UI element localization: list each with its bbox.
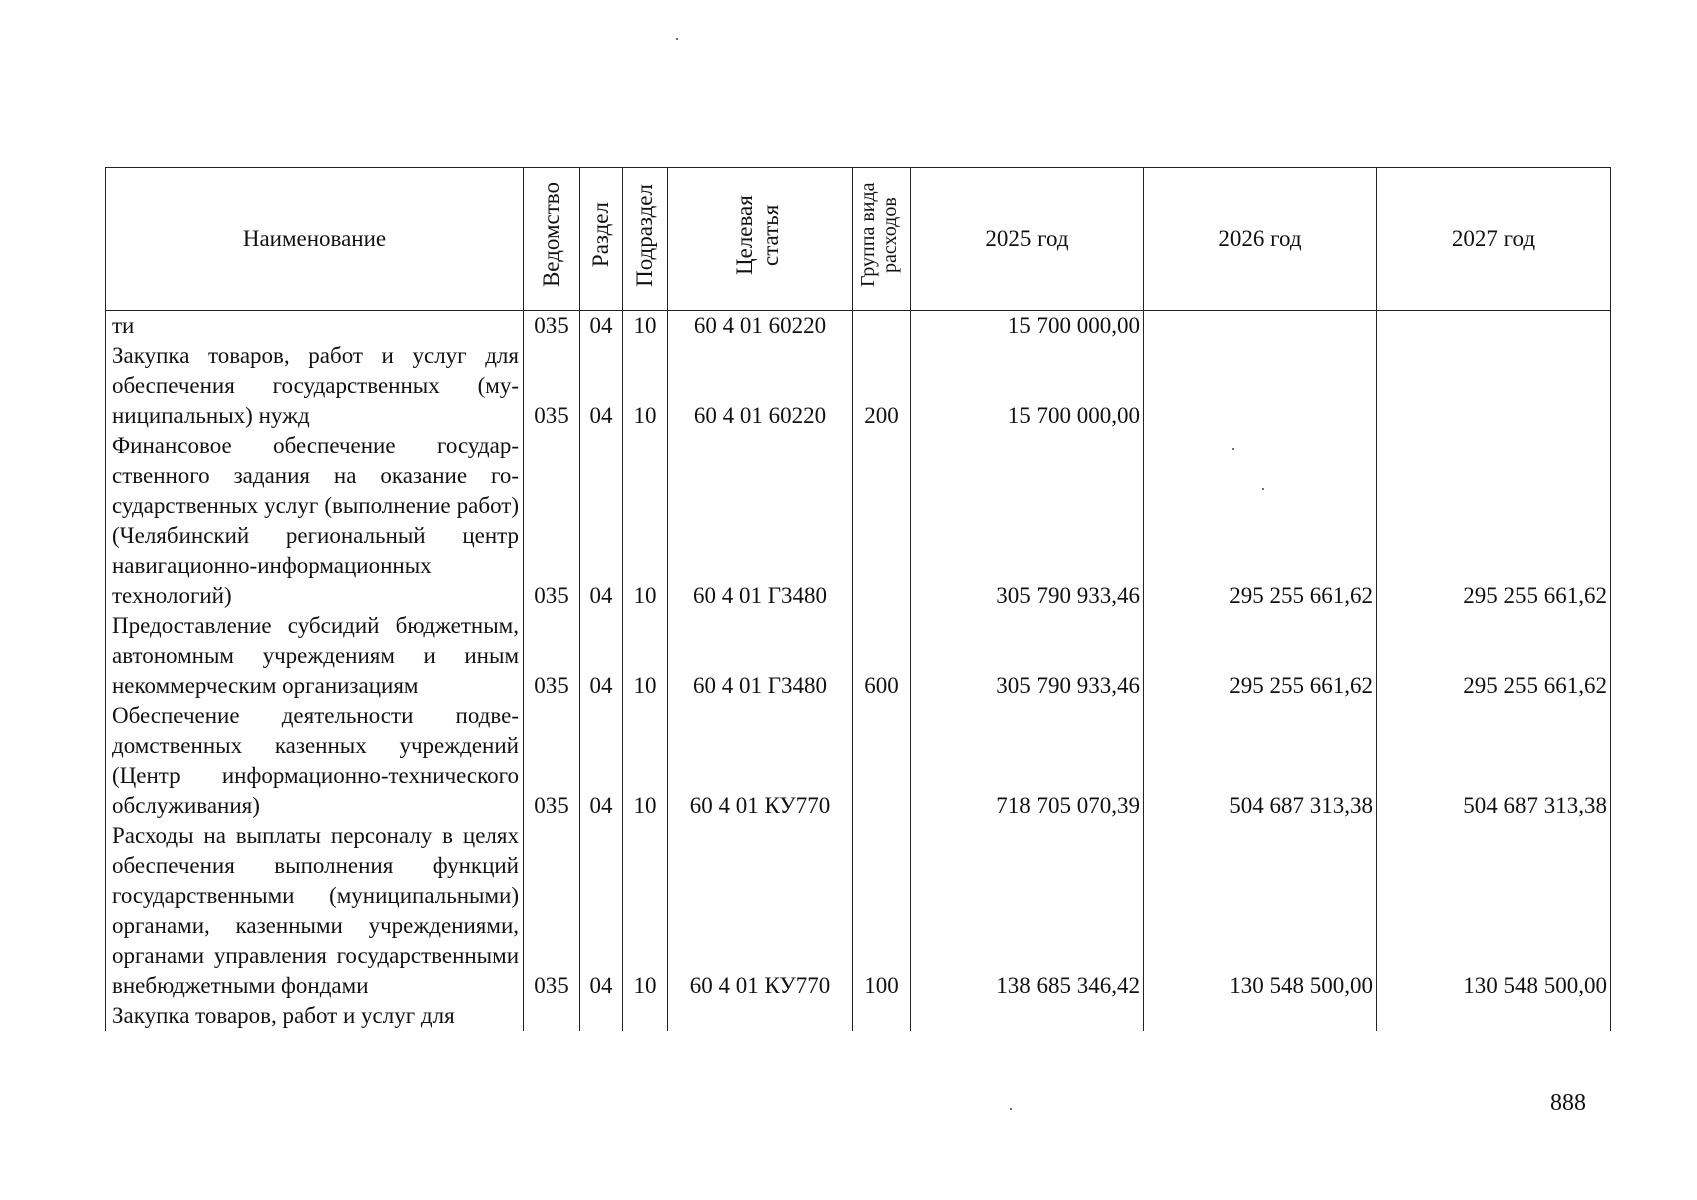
row-section: 04 xyxy=(580,431,623,611)
row-2026 xyxy=(1144,311,1377,342)
row-expense-group xyxy=(853,311,911,342)
header-target-article: Целевая статья xyxy=(668,168,853,311)
row-target-article: 60 4 01 Г3480 xyxy=(668,431,853,611)
scan-speck xyxy=(1262,488,1264,490)
row-section: 04 xyxy=(580,821,623,1001)
row-section: 04 xyxy=(580,611,623,701)
row-2026: 295 255 661,62 xyxy=(1144,611,1377,701)
row-2025 xyxy=(911,1001,1144,1031)
header-department: Ведомство xyxy=(524,168,580,311)
row-name: Предоставление субсидий бюджетным, автономным учреждениям и иным некоммерческим организациям xyxy=(106,611,524,701)
table-row xyxy=(106,431,1611,611)
row-section: 04 xyxy=(580,341,623,431)
row-name: ти xyxy=(106,311,524,342)
header-2026: 2026 год xyxy=(1144,168,1377,311)
row-2027 xyxy=(1377,1001,1611,1031)
row-2026 xyxy=(1144,1001,1377,1031)
header-name: Наименование xyxy=(106,168,524,311)
row-2025: 718 705 070,39 xyxy=(911,701,1144,821)
row-2026: 130 548 500,00 xyxy=(1144,821,1377,1001)
row-expense-group: 100 xyxy=(853,821,911,1001)
header-subsection: Подраздел xyxy=(623,168,668,311)
row-2026 xyxy=(1144,341,1377,431)
row-section xyxy=(580,1001,623,1031)
row-department: 035 xyxy=(524,611,580,701)
row-2026: 295 255 661,62 xyxy=(1144,431,1377,611)
row-expense-group: 200 xyxy=(853,341,911,431)
scan-speck xyxy=(676,38,678,40)
row-2027: 504 687 313,38 xyxy=(1377,701,1611,821)
row-2025: 305 790 933,46 xyxy=(911,431,1144,611)
row-target-article: 60 4 01 60220 xyxy=(668,341,853,431)
row-name: Закупка товаров, работ и услуг для xyxy=(106,1001,524,1031)
table-row xyxy=(106,821,1611,1001)
header-2025: 2025 год xyxy=(911,168,1144,311)
row-name: Закупка товаров, работ и услуг для обеспечения государственных (муниципальных) нужд xyxy=(106,341,524,431)
row-subsection xyxy=(623,1001,668,1031)
row-2025: 15 700 000,00 xyxy=(911,341,1144,431)
row-target-article: 60 4 01 Г3480 xyxy=(668,611,853,701)
row-subsection: 10 xyxy=(623,701,668,821)
row-target-article: 60 4 01 КУ770 xyxy=(668,821,853,1001)
page-number: 888 xyxy=(1550,1090,1586,1116)
row-2025: 305 790 933,46 xyxy=(911,611,1144,701)
table-row xyxy=(106,311,1611,342)
row-section: 04 xyxy=(580,701,623,821)
row-expense-group xyxy=(853,431,911,611)
row-department: 035 xyxy=(524,821,580,1001)
row-subsection: 10 xyxy=(623,611,668,701)
row-2025: 138 685 346,42 xyxy=(911,821,1144,1001)
row-name: Расходы на выплаты персоналу в целях обеспечения выполнения функций государственными (муниципальными) органами, казенными учреждениями, органами управления государственными внебюджетными фондами xyxy=(106,821,524,1001)
header-section: Раздел xyxy=(580,168,623,311)
row-department: 035 xyxy=(524,311,580,342)
table-row xyxy=(106,1001,1611,1031)
row-target-article: 60 4 01 КУ770 xyxy=(668,701,853,821)
row-2026: 504 687 313,38 xyxy=(1144,701,1377,821)
row-2027: 295 255 661,62 xyxy=(1377,611,1611,701)
row-department: 035 xyxy=(524,431,580,611)
row-2027: 295 255 661,62 xyxy=(1377,431,1611,611)
row-expense-group xyxy=(853,1001,911,1031)
row-target-article: 60 4 01 60220 xyxy=(668,311,853,342)
row-department: 035 xyxy=(524,701,580,821)
budget-table xyxy=(105,167,1611,1031)
header-2027: 2027 год xyxy=(1377,168,1611,311)
table-header-row xyxy=(106,168,1611,311)
row-department xyxy=(524,1001,580,1031)
row-2025: 15 700 000,00 xyxy=(911,311,1144,342)
row-subsection: 10 xyxy=(623,311,668,342)
table-row xyxy=(106,701,1611,821)
row-2027 xyxy=(1377,311,1611,342)
row-expense-group: 600 xyxy=(853,611,911,701)
table-row xyxy=(106,611,1611,701)
row-2027 xyxy=(1377,341,1611,431)
row-subsection: 10 xyxy=(623,821,668,1001)
row-target-article xyxy=(668,1001,853,1031)
row-expense-group xyxy=(853,701,911,821)
row-2027: 130 548 500,00 xyxy=(1377,821,1611,1001)
row-department: 035 xyxy=(524,341,580,431)
row-subsection: 10 xyxy=(623,431,668,611)
table-row xyxy=(106,341,1611,431)
scan-speck xyxy=(1232,448,1234,450)
scan-speck xyxy=(1010,1108,1012,1110)
header-expense-group: Группа вида расходов xyxy=(853,168,911,311)
row-name: Обеспечение деятельности подведомственных казенных учреждений (Центр информационно-технического обслуживания) xyxy=(106,701,524,821)
row-name: Финансовое обеспечение государственного задания на оказание государственных услуг (выполнение работ) (Челябинский региональный центр навигационно-информационных технологий) xyxy=(106,431,524,611)
row-section: 04 xyxy=(580,311,623,342)
row-subsection: 10 xyxy=(623,341,668,431)
